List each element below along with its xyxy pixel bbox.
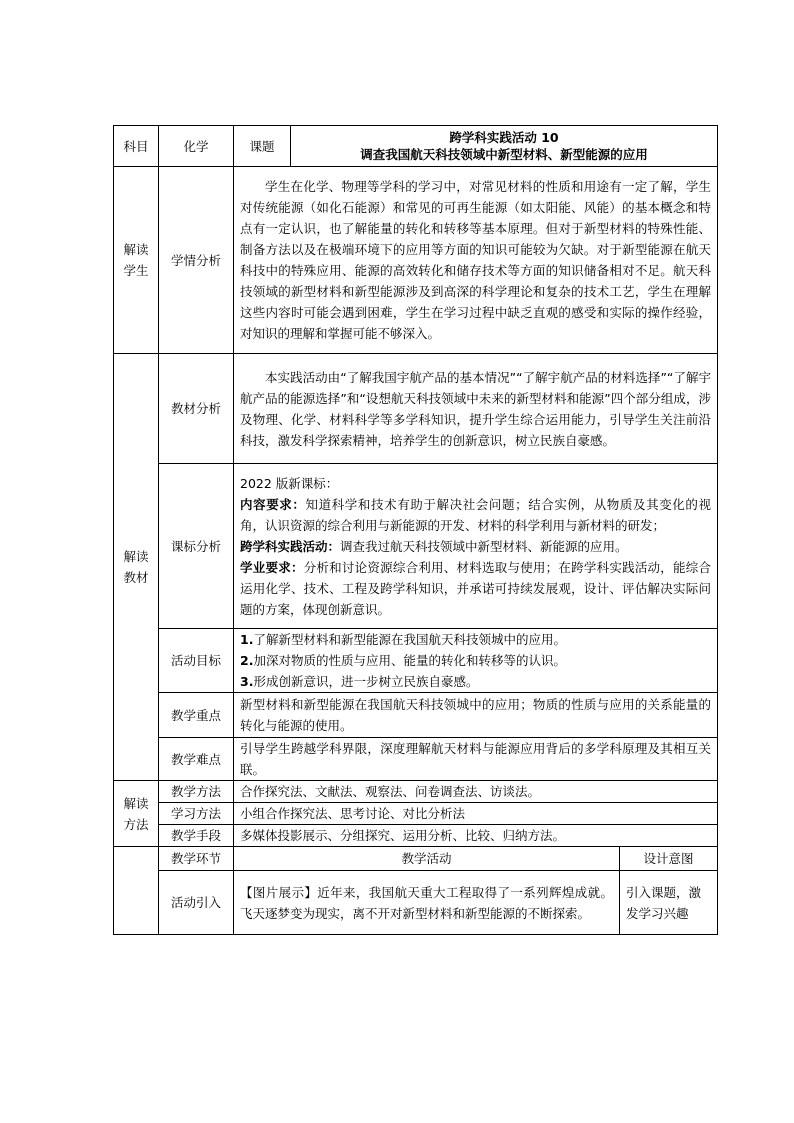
goals-label: 活动目标 <box>159 629 234 693</box>
topic-title <box>291 126 718 167</box>
teaching-method-text: 合作探究法、文献法、观察法、问卷调查法、访谈法。 <box>234 781 718 803</box>
teaching-means-row <box>114 825 718 847</box>
lesson-plan-table <box>113 125 718 935</box>
cross-text: 调查我过航天科技领域中新型材料、新能源的应用。 <box>340 538 628 554</box>
goal-text: 了解新型材料和新型能源在我国航天科技领城中的应用。 <box>253 632 566 647</box>
intent-intro: 引入课题，激发学习兴趣 <box>620 871 718 935</box>
teaching-method-row <box>114 781 718 803</box>
col-activity-header: 教学活动 <box>234 847 620 871</box>
topic-label: 课题 <box>234 126 291 167</box>
content-req-label: 内容要求： <box>240 496 306 512</box>
goal-number: 3. <box>240 674 254 689</box>
key-label: 教学重点 <box>159 693 234 738</box>
activity-tag: 【图片展示】 <box>240 884 318 900</box>
topic-title-line1: 跨学科实践活动 10 <box>449 130 559 145</box>
topic-title-line2: 调查我国航天科技领域中新型材料、新型能源的应用 <box>360 147 648 162</box>
student-analysis-row <box>114 167 718 354</box>
goal-number: 2. <box>240 653 254 668</box>
process-blank-cell <box>114 847 159 935</box>
academic-req-label: 学业要求： <box>240 559 304 575</box>
difficulty-row <box>114 738 718 781</box>
teaching-means-label: 教学手段 <box>159 825 234 847</box>
difficulty-label: 教学难点 <box>159 738 234 781</box>
activity-intro <box>234 871 620 935</box>
goal-number: 1. <box>240 632 254 647</box>
academic-requirement <box>240 557 711 620</box>
learning-method-label: 学习方法 <box>159 803 234 825</box>
key-points-row <box>114 693 718 738</box>
difficulty-text: 引导学生跨越学科界限，深度理解航天材料与能源应用背后的多学科原理及其相互关联。 <box>234 738 718 781</box>
group-textbook: 解读教材 <box>114 354 159 781</box>
standard-label: 课标分析 <box>159 464 234 629</box>
learning-method-row <box>114 803 718 825</box>
activity-text: 近年来，我国航天重大工程取得了一系列辉煌成就。飞天逐梦变为现实，离不开对新型材料和新型能源的不断探索。 <box>240 884 613 921</box>
teaching-method-label: 教学方法 <box>159 781 234 803</box>
material-text: 本实践活动由“了解我国宇航产品的基本情况”“了解宇航产品的材料选择”“了解宇航产品的能源选择”和“设想航天科技领域中未来的新型材料和能源”四个部分组成，涉及物理、化学、材料科学等多学科知识，提升学生综合运用能力，引导学生关注前沿科技，激发科学探索精神，培养学生的创新意识，树立民族自豪感。 <box>234 354 718 464</box>
standard-analysis-row <box>114 464 718 629</box>
key-text: 新型材料和新型能源在我国航天科技领城中的应用；物质的性质与应用的关系能量的转化与能源的使用。 <box>234 693 718 738</box>
cross-label: 跨学科实践活动： <box>240 538 341 554</box>
goal-item <box>240 650 711 671</box>
standard-content <box>234 464 718 629</box>
goals-row <box>114 629 718 693</box>
process-row <box>114 871 718 935</box>
col-stage-header: 教学环节 <box>159 847 234 871</box>
academic-req-text: 分析和讨论资源综合利用、材料选取与使用；在跨学科实践活动，能综合运用化学、技术、工程及跨学科知识，并承诺可持续发展观，设计、评估解决实际问题的方案，体现创新意识。 <box>240 559 712 617</box>
goal-item <box>240 671 711 692</box>
goal-text: 加深对物质的性质与应用、能量的转化和转移等的认识。 <box>253 653 566 668</box>
cross-activity <box>240 536 711 557</box>
material-label: 教材分析 <box>159 354 234 464</box>
goals-list <box>234 629 718 693</box>
subject-value: 化学 <box>159 126 234 167</box>
content-requirement <box>240 494 711 536</box>
group-methods: 解读方法 <box>114 781 159 847</box>
header-row <box>114 126 718 167</box>
material-analysis-row <box>114 354 718 464</box>
learning-method-text: 小组合作探究法、思考讨论、对比分析法 <box>234 803 718 825</box>
situation-text: 学生在化学、物理等学科的学习中，对常见材料的性质和用途有一定了解，学生对传统能源（如化石能源）和常见的可再生能源（如太阳能、风能）的基本概念和特点有一定认识，也了解能量的转化和转移等基本原理。但对于新型材料的特殊性能、制备方法以及在极端环境下的应用等方面的知识可能较为欠缺。对于新型能源在航天科技中的特殊应用、能源的高效转化和储存技术等方面的知识储备相对不足。航天科技领域的新型材料和新型能源涉及到高深的科学理论和复杂的技术工艺，学生在理解这些内容时可能会遇到困难，学生在学习过程中缺乏直观的感受和实际的操作经验，对知识的理解和掌握可能不够深入。 <box>234 167 718 354</box>
col-intent-header: 设计意图 <box>620 847 718 871</box>
situation-label: 学情分析 <box>159 167 234 354</box>
process-header-row <box>114 847 718 871</box>
group-students: 解读学生 <box>114 167 159 354</box>
standard-intro: 2022 版新课标： <box>240 475 339 491</box>
goal-text: 形成创新意识，进一步树立民族自豪感。 <box>253 674 479 689</box>
content-req-text: 知道科学和技术有助于解决社会问题；结合实例，从物质及其变化的视角，认识资源的综合利用与新能源的开发、材料的科学利用与新材料的研发； <box>240 496 711 533</box>
goal-item <box>240 629 711 650</box>
stage-intro: 活动引入 <box>159 871 234 935</box>
subject-label: 科目 <box>114 126 159 167</box>
teaching-means-text: 多媒体投影展示、分组探究、运用分析、比较、归纳方法。 <box>234 825 718 847</box>
